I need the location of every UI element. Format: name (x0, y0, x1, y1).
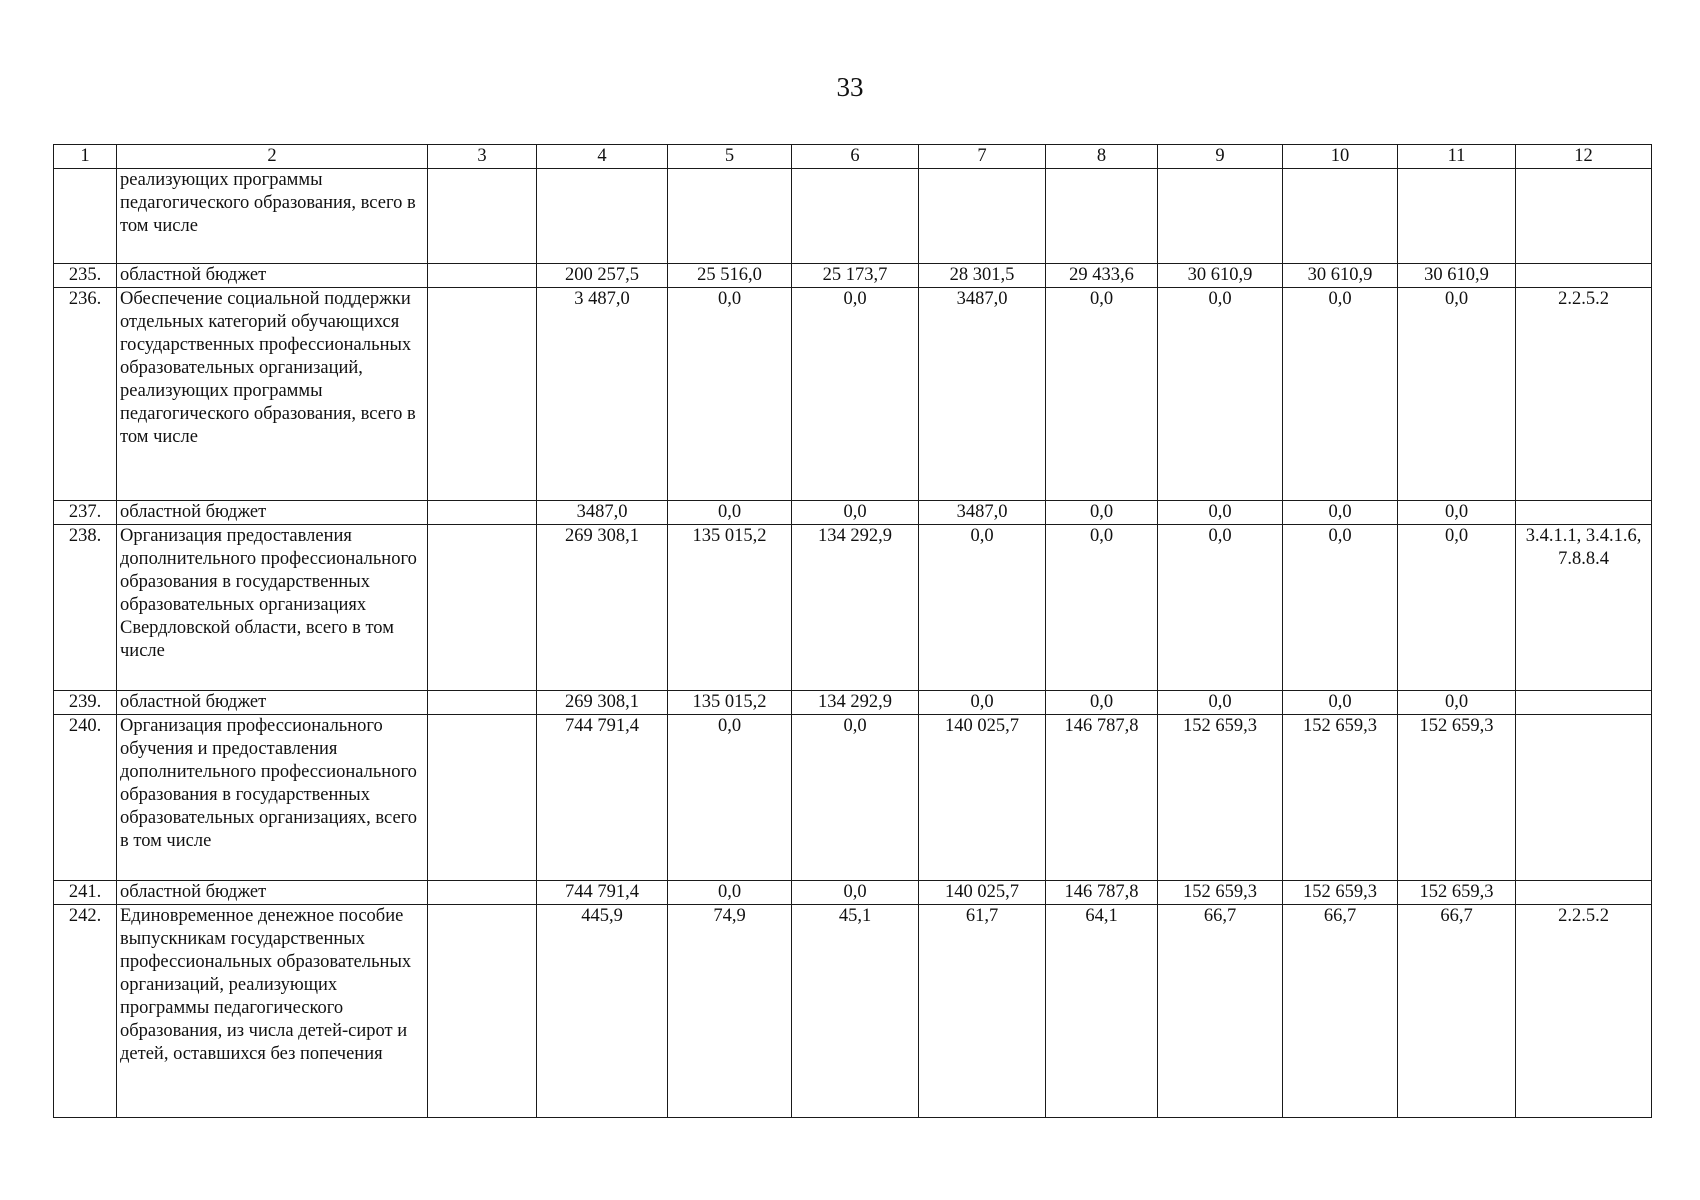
cell-col10: 0,0 (1283, 691, 1398, 715)
cell-col12 (1516, 169, 1652, 264)
cell-col11: 0,0 (1398, 525, 1516, 691)
cell-col12 (1516, 501, 1652, 525)
cell-col5: 135 015,2 (668, 525, 792, 691)
cell-col10: 0,0 (1283, 525, 1398, 691)
table-row (54, 691, 1652, 715)
cell-col6: 0,0 (792, 715, 919, 881)
column-header: 1 (54, 145, 117, 169)
cell-col6: 25 173,7 (792, 264, 919, 288)
cell-col7: 140 025,7 (919, 881, 1046, 905)
cell-col11: 0,0 (1398, 288, 1516, 501)
cell-col5 (668, 169, 792, 264)
cell-col11: 0,0 (1398, 691, 1516, 715)
cell-col8: 146 787,8 (1046, 715, 1158, 881)
row-number: 242. (54, 905, 117, 1118)
cell-col10 (1283, 169, 1398, 264)
cell-col10: 30 610,9 (1283, 264, 1398, 288)
cell-col4: 269 308,1 (537, 691, 668, 715)
cell-col7: 28 301,5 (919, 264, 1046, 288)
column-header: 8 (1046, 145, 1158, 169)
cell-col6 (792, 169, 919, 264)
cell-col9: 30 610,9 (1158, 264, 1283, 288)
table-row (54, 264, 1652, 288)
cell-col4: 269 308,1 (537, 525, 668, 691)
page-number: 33 (836, 72, 864, 102)
row-name: реализующих программы педагогического образования, всего в том числе (117, 169, 428, 264)
cell-col9: 66,7 (1158, 905, 1283, 1118)
cell-col7: 3487,0 (919, 288, 1046, 501)
cell-col5: 74,9 (668, 905, 792, 1118)
cell-col7 (919, 169, 1046, 264)
cell-col12: 2.2.5.2 (1516, 288, 1652, 501)
cell-col12 (1516, 691, 1652, 715)
cell-col11: 152 659,3 (1398, 881, 1516, 905)
cell-col3 (428, 715, 537, 881)
cell-col3 (428, 691, 537, 715)
row-name: Обеспечение социальной поддержки отдельных категорий обучающихся государственных профессиональных образовательных организаций, реализующих программы педагогического образования, всего в том числе (117, 288, 428, 501)
cell-col6: 134 292,9 (792, 525, 919, 691)
cell-col5: 0,0 (668, 715, 792, 881)
column-number-row (54, 145, 1652, 169)
cell-col8: 29 433,6 (1046, 264, 1158, 288)
row-name: областной бюджет (117, 501, 428, 525)
row-name: областной бюджет (117, 264, 428, 288)
cell-col5: 135 015,2 (668, 691, 792, 715)
cell-col5: 0,0 (668, 288, 792, 501)
row-name: областной бюджет (117, 881, 428, 905)
cell-col11: 66,7 (1398, 905, 1516, 1118)
cell-col11: 152 659,3 (1398, 715, 1516, 881)
column-header: 11 (1398, 145, 1516, 169)
cell-col10: 0,0 (1283, 501, 1398, 525)
cell-col3 (428, 264, 537, 288)
column-header: 7 (919, 145, 1046, 169)
cell-col9 (1158, 169, 1283, 264)
cell-col5: 0,0 (668, 501, 792, 525)
cell-col8: 0,0 (1046, 288, 1158, 501)
column-header: 12 (1516, 145, 1652, 169)
column-header: 4 (537, 145, 668, 169)
cell-col11 (1398, 169, 1516, 264)
cell-col8: 146 787,8 (1046, 881, 1158, 905)
cell-col4: 3487,0 (537, 501, 668, 525)
row-number: 236. (54, 288, 117, 501)
row-number: 238. (54, 525, 117, 691)
table-row (54, 288, 1652, 501)
cell-col3 (428, 905, 537, 1118)
cell-col9: 152 659,3 (1158, 881, 1283, 905)
cell-col3 (428, 525, 537, 691)
column-header: 10 (1283, 145, 1398, 169)
cell-col4: 744 791,4 (537, 715, 668, 881)
cell-col10: 0,0 (1283, 288, 1398, 501)
row-name: Организация предоставления дополнительного профессионального образования в государственных образовательных организациях Свердловской области, всего в том числе (117, 525, 428, 691)
row-number: 235. (54, 264, 117, 288)
cell-col8: 0,0 (1046, 501, 1158, 525)
cell-col7: 0,0 (919, 525, 1046, 691)
cell-col6: 0,0 (792, 881, 919, 905)
budget-table (53, 144, 1652, 1118)
cell-col8: 0,0 (1046, 691, 1158, 715)
cell-col9: 152 659,3 (1158, 715, 1283, 881)
table-row (54, 501, 1652, 525)
row-number: 239. (54, 691, 117, 715)
cell-col12: 2.2.5.2 (1516, 905, 1652, 1118)
column-header: 6 (792, 145, 919, 169)
cell-col5: 25 516,0 (668, 264, 792, 288)
cell-col9: 0,0 (1158, 691, 1283, 715)
table-row (54, 715, 1652, 881)
table-row (54, 905, 1652, 1118)
cell-col4: 200 257,5 (537, 264, 668, 288)
cell-col11: 30 610,9 (1398, 264, 1516, 288)
row-number (54, 169, 117, 264)
column-header: 3 (428, 145, 537, 169)
cell-col3 (428, 501, 537, 525)
row-number: 240. (54, 715, 117, 881)
cell-col9: 0,0 (1158, 525, 1283, 691)
row-number: 241. (54, 881, 117, 905)
column-header: 9 (1158, 145, 1283, 169)
cell-col12: 3.4.1.1, 3.4.1.6, 7.8.8.4 (1516, 525, 1652, 691)
table-row (54, 881, 1652, 905)
column-header: 5 (668, 145, 792, 169)
cell-col4: 744 791,4 (537, 881, 668, 905)
cell-col6: 134 292,9 (792, 691, 919, 715)
cell-col10: 66,7 (1283, 905, 1398, 1118)
cell-col3 (428, 288, 537, 501)
cell-col4: 445,9 (537, 905, 668, 1118)
cell-col5: 0,0 (668, 881, 792, 905)
row-name: Организация профессионального обучения и предоставления дополнительного профессионального образования в государственных образовательных организациях, всего в том числе (117, 715, 428, 881)
cell-col12 (1516, 264, 1652, 288)
cell-col6: 45,1 (792, 905, 919, 1118)
cell-col7: 140 025,7 (919, 715, 1046, 881)
row-name: Единовременное денежное пособие выпускникам государственных профессиональных образовательных организаций, реализующих программы педагогического образования, из числа детей-сирот и детей, оставшихся без попечения (117, 905, 428, 1118)
cell-col4 (537, 169, 668, 264)
cell-col12 (1516, 881, 1652, 905)
cell-col7: 3487,0 (919, 501, 1046, 525)
cell-col7: 61,7 (919, 905, 1046, 1118)
table-row (54, 169, 1652, 264)
cell-col8: 0,0 (1046, 525, 1158, 691)
cell-col10: 152 659,3 (1283, 881, 1398, 905)
cell-col11: 0,0 (1398, 501, 1516, 525)
cell-col6: 0,0 (792, 501, 919, 525)
cell-col12 (1516, 715, 1652, 881)
cell-col9: 0,0 (1158, 501, 1283, 525)
cell-col8: 64,1 (1046, 905, 1158, 1118)
cell-col10: 152 659,3 (1283, 715, 1398, 881)
cell-col3 (428, 881, 537, 905)
table-row (54, 525, 1652, 691)
row-number: 237. (54, 501, 117, 525)
cell-col9: 0,0 (1158, 288, 1283, 501)
column-header: 2 (117, 145, 428, 169)
cell-col7: 0,0 (919, 691, 1046, 715)
cell-col3 (428, 169, 537, 264)
cell-col8 (1046, 169, 1158, 264)
cell-col6: 0,0 (792, 288, 919, 501)
row-name: областной бюджет (117, 691, 428, 715)
cell-col4: 3 487,0 (537, 288, 668, 501)
